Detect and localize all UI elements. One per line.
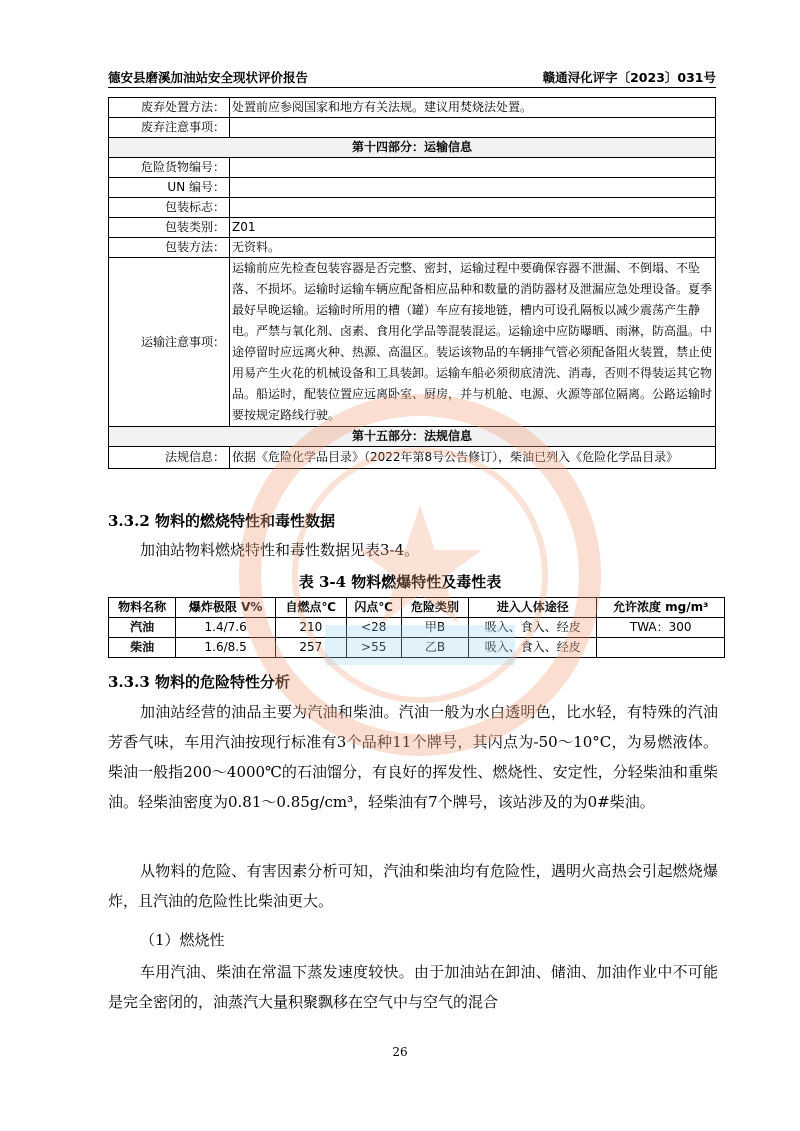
table-row — [109, 218, 716, 238]
row-value: Z01 — [230, 218, 716, 238]
table-row — [109, 198, 716, 218]
cell: 210 — [276, 618, 347, 638]
column-header: 危险类别 — [401, 598, 468, 618]
header-report-title: 德安县磨溪加油站安全现状评价报告 — [108, 70, 309, 85]
row-value — [230, 178, 716, 198]
cell: 1.4/7.6 — [176, 618, 276, 638]
cell: 汽油 — [109, 618, 176, 638]
row-value — [230, 118, 716, 138]
paragraph: 从物料的危险、有害因素分析可知，汽油和柴油均有危险性，遇明火高热会引起燃烧爆炸，且汽油的危险性比柴油更大。 — [108, 862, 718, 910]
cell: TWA：300 — [597, 618, 725, 638]
cell: 吸入、食入、经皮 — [469, 638, 597, 658]
page-number: 26 — [392, 1045, 408, 1059]
section-title-14: 第十四部分：运输信息 — [109, 138, 716, 158]
toxicity-table — [108, 597, 725, 658]
table-row — [109, 238, 716, 258]
section-row — [109, 138, 716, 158]
row-value: 处置前应参阅国家和地方有关法规。建议用焚烧法处置。 — [230, 98, 716, 118]
row-key: 包装标志： — [109, 198, 230, 218]
row-key: 危险货物编号： — [109, 158, 230, 178]
row-value — [230, 158, 716, 178]
msds-table — [108, 97, 716, 469]
column-header: 闪点℃ — [346, 598, 401, 618]
row-key: 废弃注意事项： — [109, 118, 230, 138]
cell: 1.6/8.5 — [176, 638, 276, 658]
cell: 257 — [276, 638, 347, 658]
row-key: 废弃处置方法： — [109, 98, 230, 118]
cell: 甲B — [401, 618, 468, 638]
section-row — [109, 427, 716, 447]
paragraph: 加油站经营的油品主要为汽油和柴油。汽油一般为水白透明色，比水轻，有特殊的汽油芳香气味，车用汽油按现行标准有3个品种11个牌号，其闪点为-50～10°C，为易燃液体。柴油一般指200～4000℃的石油馏分，有良好的挥发性、燃烧性、安定性，分轻柴油和重柴油。轻柴油密度为0.81～0.85g/cm³，轻柴油有7个牌号，该站涉及的为0#柴油。 — [108, 703, 718, 811]
cell — [597, 638, 725, 658]
column-header: 物料名称 — [109, 598, 176, 618]
table-caption: 表 3-4 物料燃爆特性及毒性表 — [298, 573, 502, 591]
cell: <28 — [346, 618, 401, 638]
paragraph: （1）燃烧性 — [140, 931, 225, 949]
table-row — [109, 178, 716, 198]
section-heading-332: 3.3.2 物料的燃烧特性和毒性数据 — [108, 512, 335, 530]
table-row — [109, 98, 716, 118]
page-header — [108, 66, 716, 86]
table-row — [109, 638, 725, 658]
column-header: 允许浓度 mg/m³ — [597, 598, 725, 618]
row-key: UN 编号： — [109, 178, 230, 198]
column-header: 自燃点℃ — [276, 598, 347, 618]
transport-note-text: 运输前应先检查包装容器是否完整、密封，运输过程中要确保容器不泄漏、不倒塌、不坠落、不损坏。运输时运输车辆应配备相应品种和数量的消防器材及泄漏应急处理设备。夏季最好早晚运输。运输时所用的槽（罐）车应有接地链，槽内可设孔隔板以减少震荡产生静电。严禁与氧化剂、卤素、食用化学品等混装混运。运输途中应防曝晒、雨淋，防高温。中途停留时应远离火种、热源、高温区。装运该物品的车辆排气管必须配备阻火装置，禁止使用易产生火花的机械设备和工具装卸。运输车船必须彻底清洗、消毒，否则不得装运其它物品。船运时，配装位置应远离卧室、厨房，并与机舱、电源、火源等部位隔离。公路运输时要按规定路线行驶。 — [230, 258, 716, 427]
table-row — [109, 258, 716, 427]
paragraph: 车用汽油、柴油在常温下蒸发速度较快。由于加油站在卸油、储油、加油作业中不可能是完全密闭的，油蒸汽大量积聚飘移在空气中与空气的混合 — [108, 963, 718, 1011]
column-header: 进入人体途径 — [469, 598, 597, 618]
table-row — [109, 618, 725, 638]
section-title-15: 第十五部分：法规信息 — [109, 427, 716, 447]
cell: 吸入、食入、经皮 — [469, 618, 597, 638]
section-heading-333: 3.3.3 物料的危险特性分析 — [108, 673, 290, 691]
cell: 柴油 — [109, 638, 176, 658]
header-rule — [108, 87, 716, 88]
cell: 乙B — [401, 638, 468, 658]
paragraph: 加油站物料燃烧特性和毒性数据见表3-4。 — [140, 541, 420, 559]
table-header-row — [109, 598, 725, 618]
row-key: 包装类别： — [109, 218, 230, 238]
row-key: 运输注意事项： — [109, 258, 230, 427]
table-row — [109, 447, 716, 469]
cell: >55 — [346, 638, 401, 658]
table-row — [109, 118, 716, 138]
table-row — [109, 158, 716, 178]
row-value: 无资料。 — [230, 238, 716, 258]
row-value — [230, 198, 716, 218]
header-report-number: 赣通浔化评字〔2023〕031号 — [542, 70, 716, 85]
row-key: 包装方法： — [109, 238, 230, 258]
law-text: 依据《危险化学品目录》（2022年第8号公告修订），柴油已列入《危险化学品目录》 — [230, 447, 716, 469]
column-header: 爆炸极限 V% — [176, 598, 276, 618]
row-key: 法规信息： — [109, 447, 230, 469]
